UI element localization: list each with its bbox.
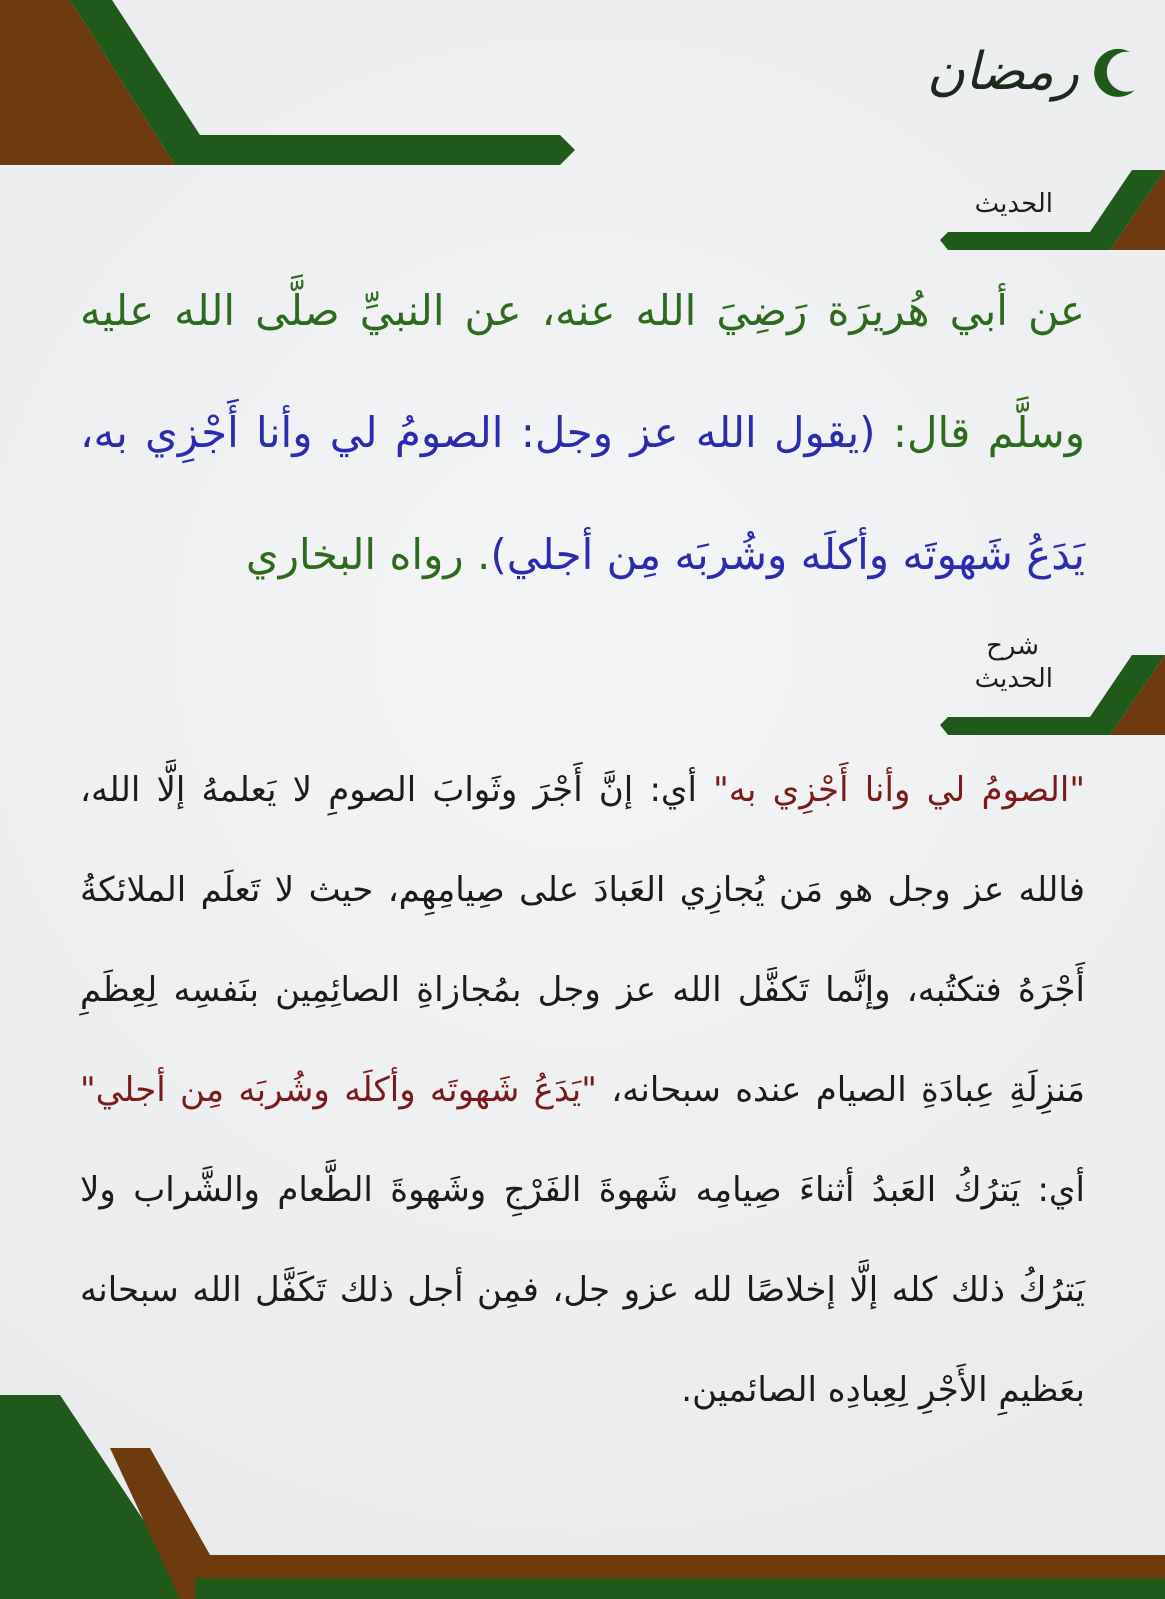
bottom-green-strip bbox=[195, 1578, 1165, 1599]
hadith-label-text: الحديث bbox=[974, 189, 1053, 219]
ramadan-logo bbox=[905, 22, 1145, 122]
hadith-source: . رواه البخاري bbox=[245, 530, 491, 579]
sharh-highlight-1: "الصومُ لي وأنا أَجْزِي به" bbox=[713, 770, 1086, 810]
sharh-body-2: أي: يَترُكُ العَبدُ أثناءَ صِيامِه شَهوةَ الفَرْجِ وشَهوةَ الطَّعام والشَّراب ولا يَترُكُ ذلك كله إلَّا إخلاصًا لله عزو جل، فمِن أجل ذلك تَكَفَّل الله سبحانه بعَظيمِ الأَجْرِ لِعِبادِه الصائمين. bbox=[80, 1170, 1085, 1410]
sharh-text bbox=[80, 740, 1085, 1440]
hadith-intro: عن أبي هُريرَة رَضِيَ الله عنه، عن النبيِّ صلَّى الله عليه وسلَّم قال: bbox=[80, 286, 1085, 457]
sharh-body-1: أي: إنَّ أَجْرَ وثَوابَ الصومِ لا يَعلمهُ إلَّا الله، فالله عز وجل هو مَن يُجازِي العَبادَ على صِيامِهِم، حيث لا تَعلَم الملائكةُ أَجْرَهُ فتكتُبه، وإنَّما تَكفَّل الله عز وجل بمُجازاةِ الصائِمِين بنَفسِه لِعِظَمِ مَنزِلَةِ عِبادَةِ الصيام عنده سبحانه، bbox=[80, 770, 1086, 1110]
logo-text: رمضان bbox=[926, 42, 1079, 102]
sharh-highlight-2: "يَدَعُ شَهوتَه وأكلَه وشُربَه مِن أجلي" bbox=[80, 1070, 597, 1110]
sharh-label-line2: الحديث bbox=[974, 663, 1053, 694]
bottom-brown-band bbox=[110, 1448, 1165, 1599]
crescent-moon-icon bbox=[1085, 42, 1145, 102]
sharh-label-line1: شرح bbox=[986, 631, 1039, 661]
hadith-quote: (يقول الله عز وجل: الصومُ لي وأنا أَجْزِي به، يَدَعُ شَهوتَه وأكلَه وشُربَه مِن أجلي) bbox=[80, 408, 1085, 579]
hadith-section-label bbox=[975, 188, 1053, 221]
sharh-section-label bbox=[975, 630, 1053, 695]
hadith-text bbox=[80, 250, 1085, 616]
